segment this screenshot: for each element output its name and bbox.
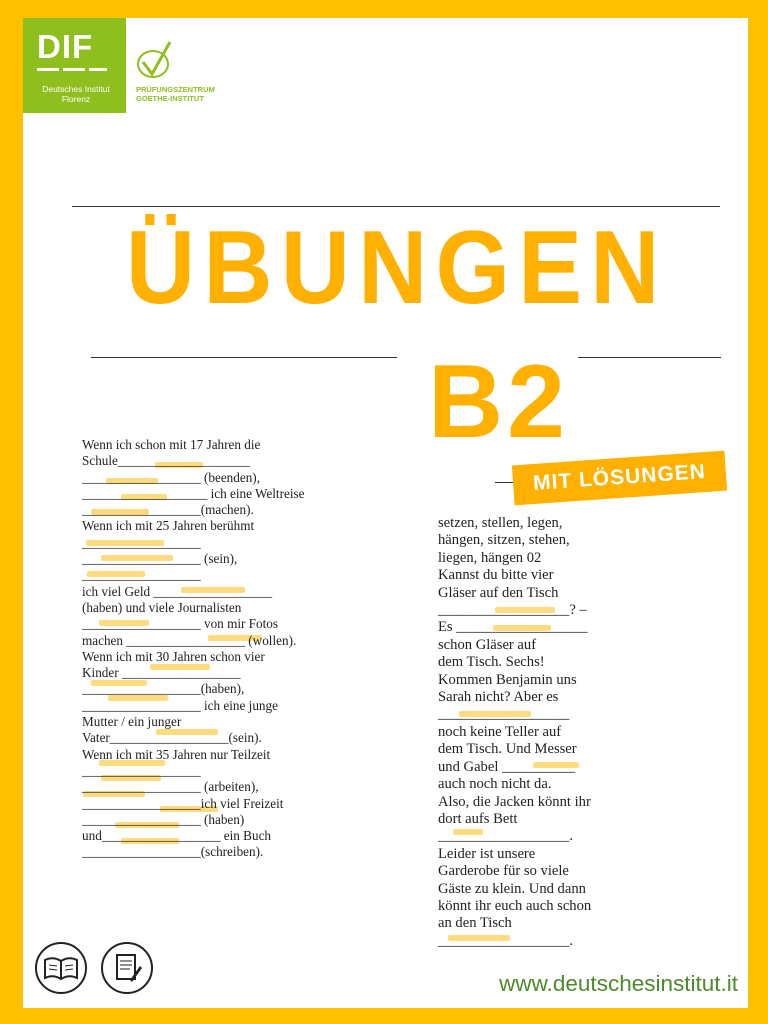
exercise-line: dem Tisch. Sechs! bbox=[438, 654, 545, 671]
level-label: B2 bbox=[428, 344, 569, 460]
exercise-line: __________________(haben), bbox=[82, 681, 245, 697]
exercise-line: könnt ihr euch auch schon bbox=[438, 897, 592, 914]
exercise-line: Es __________________ bbox=[438, 619, 588, 636]
website-url[interactable]: www.deutschesinstitut.it bbox=[499, 971, 738, 996]
exercise-line: __________________(machen). bbox=[82, 502, 254, 518]
exercise-line: __________________ (arbeiten), bbox=[82, 779, 259, 795]
exercise-line: liegen, hängen 02 bbox=[438, 549, 542, 566]
logo-wordmark: DIF bbox=[37, 28, 94, 65]
dif-logo bbox=[23, 18, 126, 113]
divider-mid-left bbox=[91, 357, 397, 358]
exercise-line: Garderobe für so viele bbox=[438, 863, 569, 880]
divider-stamp bbox=[495, 482, 515, 483]
solutions-stamp: MIT LÖSUNGEN bbox=[512, 451, 727, 506]
exercise-line: Mutter / ein junger bbox=[82, 714, 182, 730]
partner-line-1: PRÜFUNGSZENTRUM bbox=[136, 85, 215, 94]
exercise-line: auch noch nicht da. bbox=[438, 776, 552, 793]
divider-top bbox=[72, 206, 720, 207]
exercise-line: Kannst du bitte vier bbox=[438, 567, 554, 584]
exercise-line: Sarah nicht? Aber es bbox=[438, 689, 559, 706]
exercise-line: und Gabel __________ bbox=[438, 758, 576, 775]
exercise-line: Kommen Benjamin uns bbox=[438, 671, 577, 688]
page-title: ÜBUNGEN bbox=[126, 210, 668, 326]
exercise-line: Wenn ich mit 25 Jahren berühmt bbox=[82, 518, 255, 534]
goethe-partner-logo bbox=[136, 40, 231, 110]
exercise-line: __________________ich viel Freizeit bbox=[82, 795, 284, 811]
open-book-icon bbox=[35, 942, 87, 994]
exercise-line: Schule____________________ bbox=[82, 453, 250, 469]
exercise-line: noch keine Teller auf bbox=[438, 723, 562, 740]
exercise-line: __________________ bbox=[438, 706, 570, 723]
exercise-line: __________________ (haben) bbox=[82, 811, 245, 827]
exercise-line: __________________(schreiben). bbox=[82, 844, 264, 860]
exercise-line: __________________ bbox=[82, 762, 201, 778]
exercise-line: Gläser auf den Tisch bbox=[438, 584, 559, 601]
logo-subtitle: Deutsches Institut Florenz bbox=[42, 84, 110, 104]
worksheet-page bbox=[23, 18, 748, 1008]
partner-text bbox=[136, 86, 215, 103]
exercise-line: __________________ von mir Fotos bbox=[82, 616, 278, 632]
partner-line-2: GOETHE-INSTITUT bbox=[136, 93, 204, 103]
exercise-line: __________________ (beenden), bbox=[82, 469, 260, 485]
exercise-right-column bbox=[438, 515, 638, 950]
exercise-line: Vater__________________(sein). bbox=[82, 730, 262, 746]
logo-bars-icon bbox=[37, 68, 107, 76]
exercise-line: __________________? – bbox=[438, 602, 587, 619]
exercise-line: Leider ist unsere bbox=[438, 845, 536, 862]
checkmark-icon bbox=[136, 40, 176, 82]
exercise-line: Wenn ich mit 35 Jahren nur Teilzeit bbox=[82, 746, 271, 762]
exercise-line: dort aufs Bett bbox=[438, 810, 518, 827]
exercise-line: (haben) und viele Journalisten bbox=[82, 599, 242, 615]
exercise-line: __________________ bbox=[82, 567, 201, 583]
exercise-line: ich viel Geld __________________ bbox=[82, 583, 273, 599]
exercise-line: __________________ ich eine junge bbox=[82, 697, 278, 713]
exercise-line: __________________. bbox=[438, 828, 573, 845]
exercise-line: Kinder __________________ bbox=[82, 665, 241, 681]
exercise-line: Gäste zu klein. Und dann bbox=[438, 880, 586, 897]
exercise-line: machen __________________ (wollen). bbox=[82, 632, 297, 648]
divider-mid-right bbox=[578, 357, 721, 358]
exercise-line: setzen, stellen, legen, bbox=[438, 515, 563, 531]
exercise-left-column bbox=[82, 437, 382, 861]
exercise-line: Wenn ich mit 30 Jahren schon vier bbox=[82, 648, 265, 664]
exercise-line: __________________ bbox=[82, 534, 201, 550]
worksheet-pencil-icon bbox=[101, 942, 153, 994]
exercise-line: Also, die Jacken könnt ihr bbox=[438, 793, 591, 810]
exercise-line: und__________________ ein Buch bbox=[82, 828, 272, 844]
exercise-line: an den Tisch bbox=[438, 915, 512, 932]
exercise-line: dem Tisch. Und Messer bbox=[438, 741, 577, 758]
exercise-line: ___________________ ich eine Weltreise bbox=[82, 485, 305, 501]
exercise-line: Wenn ich schon mit 17 Jahren die bbox=[82, 437, 261, 452]
exercise-line: schon Gläser auf bbox=[438, 636, 537, 653]
exercise-line: hängen, sitzen, stehen, bbox=[438, 532, 570, 549]
exercise-line: __________________. bbox=[438, 932, 573, 949]
exercise-line: __________________ (sein), bbox=[82, 551, 238, 567]
